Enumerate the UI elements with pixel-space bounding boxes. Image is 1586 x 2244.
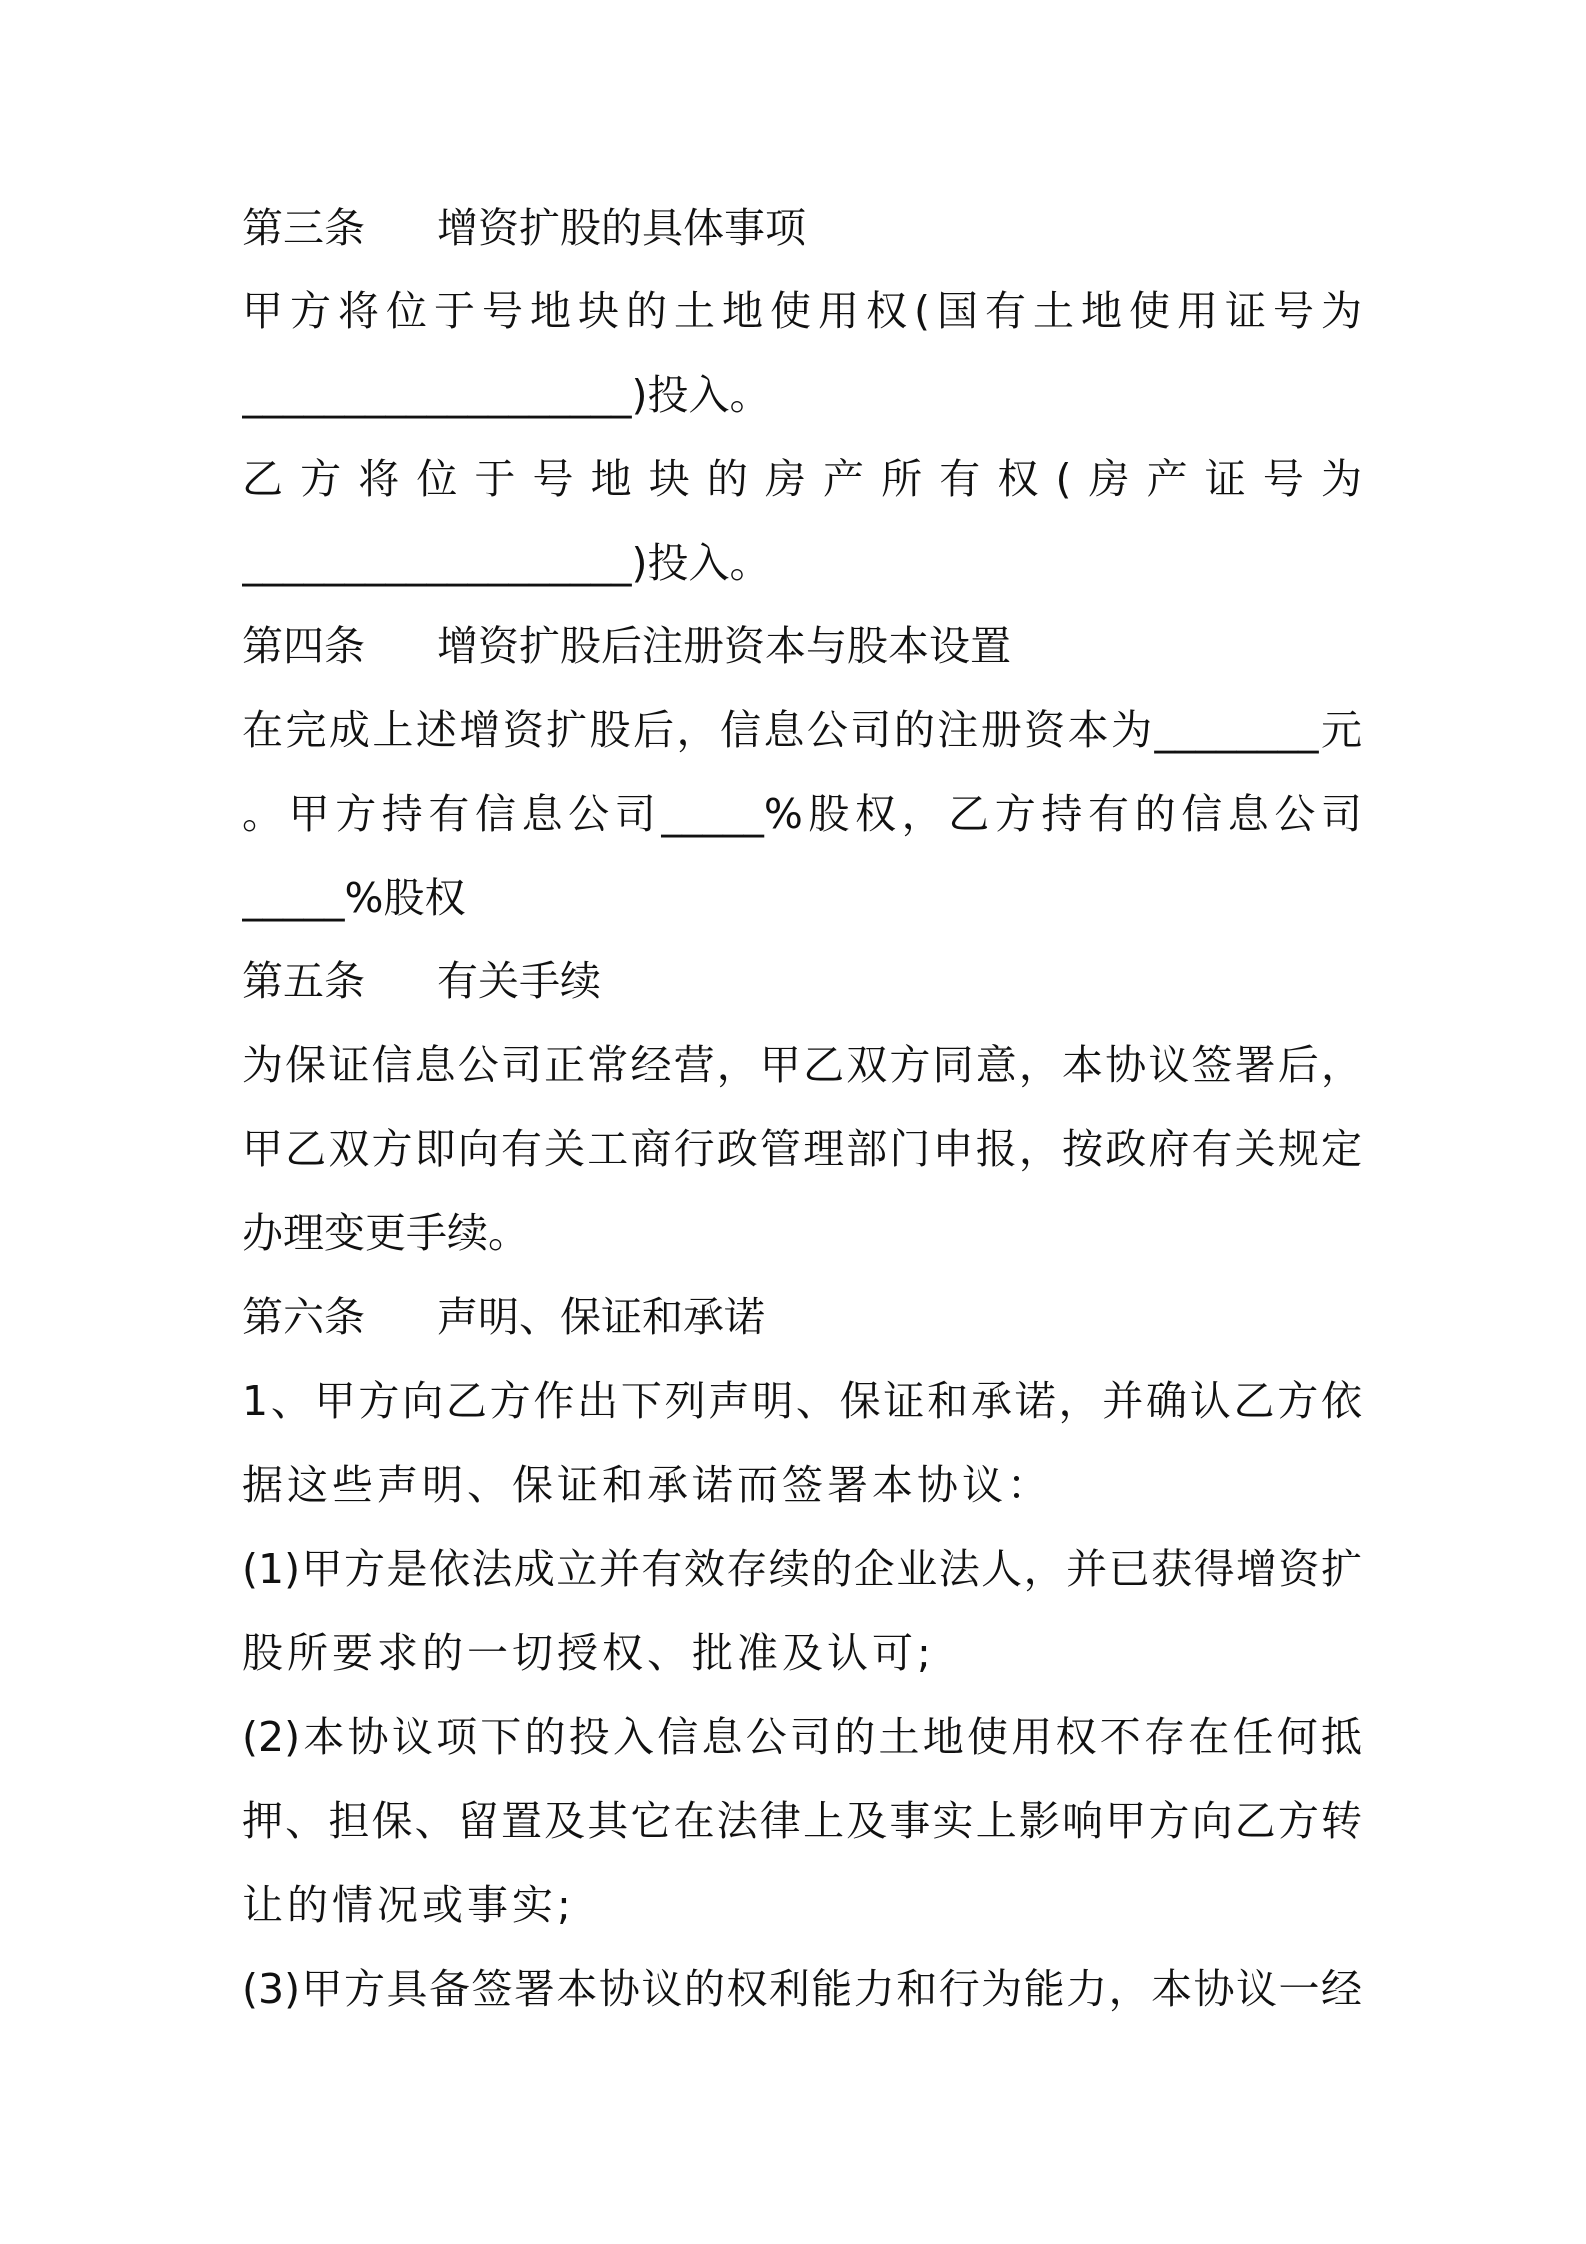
paragraph-line: (2)本协议项下的投入信息公司的土地使用权不存在任何抵	[242, 1713, 1362, 1761]
paragraph-line: 办理变更手续。	[242, 1209, 529, 1257]
article-title: 增资扩股后注册资本与股本设置	[437, 622, 1011, 670]
paragraph-line: 乙方将位于号地块的房产所有权(房产证号为	[242, 455, 1362, 503]
article-number: 第四条	[242, 622, 365, 670]
paragraph-line: 押、担保、留置及其它在法律上及事实上影响甲方向乙方转	[242, 1797, 1362, 1845]
paragraph-line: 甲方将位于号地块的土地使用权(国有土地使用证号为	[242, 287, 1362, 335]
article-6-heading	[242, 1289, 1362, 1345]
article-4-heading	[242, 618, 1362, 674]
paragraph-line: ___________________)投入。	[242, 371, 771, 419]
article-5-heading	[242, 953, 1362, 1009]
paragraph-line: (3)甲方具备签署本协议的权利能力和行为能力，本协议一经	[242, 1965, 1362, 2013]
paragraph-line: 让的情况或事实;	[242, 1881, 575, 1929]
article-3-heading	[242, 200, 1362, 256]
paragraph-line: 。甲方持有信息公司_____%股权，乙方持有的信息公司	[242, 790, 1362, 838]
paragraph-line: 为保证信息公司正常经营，甲乙双方同意，本协议签署后，	[242, 1041, 1362, 1089]
article-title: 声明、保证和承诺	[437, 1293, 765, 1341]
paragraph-line: (1)甲方是依法成立并有效存续的企业法人，并已获得增资扩	[242, 1545, 1362, 1593]
article-title: 增资扩股的具体事项	[437, 204, 806, 252]
paragraph-line: 在完成上述增资扩股后，信息公司的注册资本为________元	[242, 706, 1362, 754]
paragraph-line: 据这些声明、保证和承诺而签署本协议：	[242, 1461, 1052, 1509]
paragraph-line: 甲乙双方即向有关工商行政管理部门申报，按政府有关规定	[242, 1125, 1362, 1173]
article-title: 有关手续	[437, 957, 601, 1005]
paragraph-line: _____%股权	[242, 874, 466, 922]
article-number: 第五条	[242, 957, 365, 1005]
paragraph-line: 股所要求的一切授权、批准及认可;	[242, 1629, 935, 1677]
article-number: 第六条	[242, 1293, 365, 1341]
paragraph-line: ___________________)投入。	[242, 539, 771, 587]
article-number: 第三条	[242, 204, 365, 252]
paragraph-line: 1、甲方向乙方作出下列声明、保证和承诺，并确认乙方依	[242, 1377, 1362, 1425]
